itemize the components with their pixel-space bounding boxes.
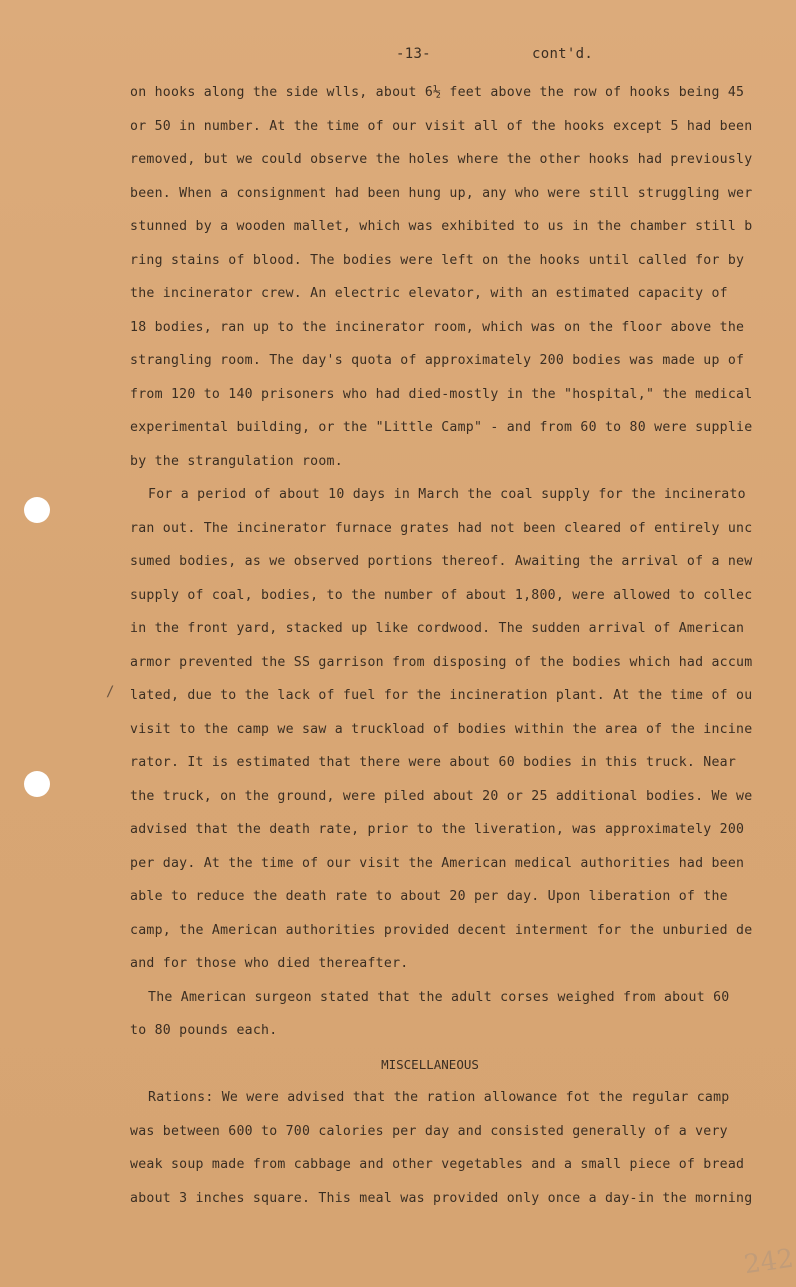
text-line: weak soup made from cabbage and other vegetables and a small piece of bread [130,1157,745,1172]
text-line: by the strangulation room. [130,453,343,469]
text-line: per day. At the time of our visit the American medical authorities had been [130,855,745,871]
text-line: in the front yard, stacked up like cordwood. The sudden arrival of American [130,621,745,636]
text-line: the incinerator crew. An electric elevator, with an estimated capacity of [130,286,728,301]
text-line: been. When a consignment had been hung up, any who were still struggling wer [130,185,753,201]
archive-page-stamp: 242 [742,1243,796,1281]
text-line: the truck, on the ground, were piled about 20 or 25 additional bodies. We we [130,788,753,804]
text-line: armor prevented the SS garrison from disposing of the bodies which had accum [130,654,753,670]
text-line: on hooks along the side wlls, about 6½ feet above the row of hooks being 45 [130,85,745,100]
section-heading: MISCELLANEOUS [381,1056,479,1072]
text-line: visit to the camp we saw a truckload of bodies within the area of the incine [130,721,753,737]
text-line: supply of coal, bodies, to the number of about 1,800, were allowed to collec [130,587,753,603]
text-line: able to reduce the death rate to about 20 per day. Upon liberation of the [130,889,728,904]
text-line: ring stains of blood. The bodies were left on the hooks until called for by [130,252,745,268]
text-line: stunned by a wooden mallet, which was exhibited to us in the chamber still b [130,219,753,234]
punch-hole-top [24,497,50,523]
text-line: ran out. The incinerator furnace grates had not been cleared of entirely unc [130,520,753,536]
punch-hole-bottom [24,771,50,797]
text-line: to 80 pounds each. [130,1023,278,1038]
typed-body [130,76,760,1215]
text-line: Rations: We were advised that the ration allowance fot the regular camp [148,1090,730,1105]
text-line: and for those who died thereafter. [130,956,409,971]
text-line: or 50 in number. At the time of our visit all of the hooks except 5 had been [130,118,753,134]
text-line: The American surgeon stated that the adult corses weighed from about 60 [148,989,730,1005]
text-line: from 120 to 140 prisoners who had died-mostly in the "hospital," the medical [130,386,753,402]
text-line: was between 600 to 700 calories per day and consisted generally of a very [130,1123,728,1139]
text-line: rator. It is estimated that there were about 60 bodies in this truck. Near [130,755,737,770]
text-line: experimental building, or the "Little Camp" - and from 60 to 80 were supplie [130,420,753,435]
margin-tick-mark: / [106,684,115,700]
text-line: removed, but we could observe the holes where the other hooks had previously [130,152,753,167]
text-line: camp, the American authorities provided decent interment for the unburied de [130,922,753,938]
page-number: -13- [396,46,431,62]
text-line: lated, due to the lack of fuel for the incineration plant. At the time of ou [130,688,753,703]
text-line: 18 bodies, ran up to the incinerator room, which was on the floor above the [130,319,745,335]
text-line: about 3 inches square. This meal was provided only once a day-in the morning [130,1190,753,1206]
text-line: advised that the death rate, prior to the liveration, was approximately 200 [130,822,745,837]
text-line: strangling room. The day's quota of approximately 200 bodies was made up of [130,353,745,368]
text-line: sumed bodies, as we observed portions thereof. Awaiting the arrival of a new [130,554,753,569]
text-line: For a period of about 10 days in March the coal supply for the incinerato [148,487,746,502]
continued-label: cont'd. [532,46,594,62]
